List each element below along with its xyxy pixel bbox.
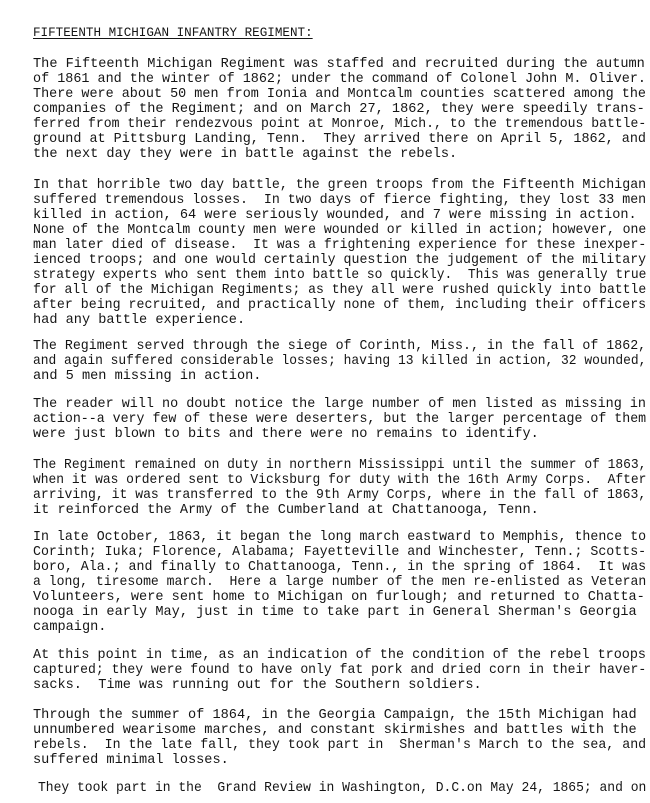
text-line: killed in action, 64 were seriously wounded, and 7 were missing in action. [33, 208, 637, 223]
text-line: They took part in the Grand Review in Washington, D.C.on May 24, 1865; and on [38, 781, 647, 796]
text-line: suffered minimal losses. [33, 753, 229, 768]
text-line: and again suffered considerable losses; having 13 killed in action, 32 wounded, [33, 354, 647, 369]
text-line: when it was ordered sent to Vicksburg for duty with the 16th Army Corps. After [33, 473, 647, 488]
text-line: of 1861 and the winter of 1862; under the command of Colonel John M. Oliver. [33, 72, 646, 87]
text-line: The Regiment served through the siege of Corinth, Miss., in the fall of 1862, [33, 339, 647, 354]
text-line: campaign. [33, 620, 107, 635]
text-line: The Regiment remained on duty in northern Mississippi until the summer of 1863, [33, 458, 647, 473]
text-line: companies of the Regiment; and on March 27, 1862, they were speedily trans- [33, 102, 645, 117]
text-line: a long, tiresome march. Here a large number of the men re-enlisted as Veteran [33, 575, 647, 590]
text-line: ienced troops; and one would certainly question the judgement of the military [33, 253, 647, 268]
text-line: sacks. Time was running out for the Southern soldiers. [33, 678, 482, 693]
text-line: nooga in early May, just in time to take part in General Sherman's Georgia [33, 605, 637, 620]
text-line: None of the Montcalm county men were wounded or killed in action; however, one [33, 223, 647, 238]
text-line: boro, Ala.; and finally to Chattanooga, Tenn., in the spring of 1864. It was [33, 560, 647, 575]
text-line: were just blown to bits and there were no remains to identify. [33, 427, 539, 442]
document-title: FIFTEENTH MICHIGAN INFANTRY REGIMENT: [33, 26, 313, 40]
text-line: the next day they were in battle against the rebels. [33, 147, 458, 162]
text-line: Through the summer of 1864, in the Georgia Campaign, the 15th Michigan had [33, 708, 637, 723]
text-line: Volunteers, were sent home to Michigan on furlough; and returned to Chatta- [33, 590, 645, 605]
text-line: for all of the Michigan Regiments; as they all were rushed quickly into battle [33, 283, 647, 298]
text-line: suffered tremendous losses. In two days of fierce fighting, they lost 33 men [33, 193, 647, 208]
text-line: ground at Pittsburg Landing, Tenn. They arrived there on April 5, 1862, and [33, 132, 646, 147]
text-line: it reinforced the Army of the Cumberland at Chattanooga, Tenn. [33, 503, 539, 518]
text-line: At this point in time, as an indication of the condition of the rebel troops [33, 648, 646, 663]
text-line: man later died of disease. It was a frightening experience for these inexper- [33, 238, 647, 253]
text-line: arriving, it was transferred to the 9th Army Corps, where in the fall of 1863, [33, 488, 647, 503]
text-line: after being recruited, and practically none of them, including their officers [33, 298, 647, 313]
text-line: and 5 men missing in action. [33, 369, 262, 384]
text-line: strategy experts who sent them into battle so quickly. This was generally true [33, 268, 647, 283]
text-line: In that horrible two day battle, the green troops from the Fifteenth Michigan [33, 178, 647, 193]
text-line: rebels. In the late fall, they took part in Sherman's March to the sea, and [33, 738, 647, 753]
text-line: unnumbered wearisome marches, and constant skirmishes and battles with the [33, 723, 637, 738]
text-line: The reader will no doubt notice the large number of men listed as missing in [33, 397, 646, 412]
text-line: action--a very few of these were deserters, but the larger percentage of them [33, 412, 647, 427]
text-line: The Fifteenth Michigan Regiment was staffed and recruited during the autumn [33, 57, 645, 72]
text-line: ferred from their rendezvous point at Monroe, Mich., to the tremendous battle- [33, 117, 647, 132]
text-line: There were about 50 men from Ionia and Montcalm counties scattered among the [33, 87, 646, 102]
text-line: Corinth; Iuka; Florence, Alabama; Fayetteville and Winchester, Tenn.; Scotts- [33, 545, 647, 560]
text-line: In late October, 1863, it began the long march eastward to Memphis, thence to [33, 530, 647, 545]
text-line: captured; they were found to have only fat pork and dried corn in their haver- [33, 663, 647, 678]
text-line: had any battle experience. [33, 313, 246, 328]
